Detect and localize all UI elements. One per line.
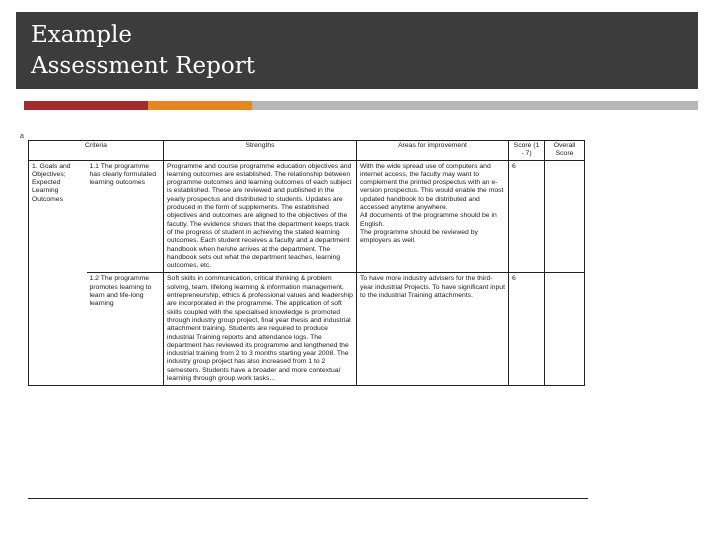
strengths-cell: Soft skills in communication, critical thinking & problem solving, team, lifelong learning & information management, entrepreneurship, ethics & professional values and leadership are incorporated in the programme. The application of soft skills coupled with the specialised knowledge is promoted through industry group project, final year thesis and industrial attachment training. Students are required to produce industrial Training reports and attendance logs. The department has reviewed its programme and lengthened the industrial training from 2 to 3 months starting year 2008. The industry group project has also increased from 1 to 2 semesters. Students have a broader and more contextual learning through group work tasks...: [164, 273, 357, 386]
overall-score-cell: [545, 273, 585, 386]
accent-gray-segment: [252, 101, 698, 110]
sub-criterion-cell: 1.2 The programme promotes learning to learn and life-long learning: [87, 273, 164, 386]
assessment-report-table: [28, 140, 585, 386]
accent-strip: [24, 101, 698, 110]
table-header-row: [29, 141, 585, 161]
header-improvement: Areas for improvement: [357, 141, 509, 161]
slide-title: [31, 20, 255, 82]
score-cell: 6: [509, 273, 545, 386]
table-row: [29, 160, 585, 273]
header-overall: Overall Score: [545, 141, 585, 161]
table-row: [29, 273, 585, 386]
header-score: Score (1 - 7): [509, 141, 545, 161]
accent-red-segment: [24, 101, 148, 110]
title-bar: [16, 12, 698, 89]
improvement-cell: To have more industry advisers for the third-year industrial Projects. To have significant input to the industrial Training attachments.: [357, 273, 509, 386]
table-bottom-rule: [28, 498, 588, 499]
overall-score-cell: [545, 160, 585, 273]
strengths-cell: Programme and course programme education objectives and learning outcomes are established. The relationship between programme outcomes and learning outcomes of each subject is established. These are reviewed and published in the yearly prospectus and distributed to students. Updates are produced in the form of supplements. The established objectives and outcomes are aligned to the objectives of the faculty. The evidence shows that the department keeps track of the progress of student in achieving the stated learning outcomes. Each student receives a faculty and a department handbook when he/she arrives at the department. The handbook sets out what the department teaches, learning outcomes, etc.: [164, 160, 357, 273]
slide-title-line-2: Assessment Report: [31, 53, 255, 79]
improvement-cell: With the wide spread use of computers and internet access, the faculty may want to complement the printed prospectus with an e-version prospectus. This would enable the most updated handbook to be distributed and accessed anytime anywhere. All documents of the programme should be in English. The programme should be reviewed by employers as well.: [357, 160, 509, 273]
document-mark: a: [20, 133, 24, 140]
slide-title-line-1: Example: [31, 22, 132, 48]
score-cell: 6: [509, 160, 545, 273]
criterion-cell: 1. Goals and Objectives; Expected Learning Outcomes: [29, 160, 87, 386]
header-criteria: Criteria: [29, 141, 164, 161]
accent-orange-segment: [148, 101, 252, 110]
sub-criterion-cell: 1.1 The programme has clearly formulated learning outcomes: [87, 160, 164, 273]
header-strengths: Strengths: [164, 141, 357, 161]
